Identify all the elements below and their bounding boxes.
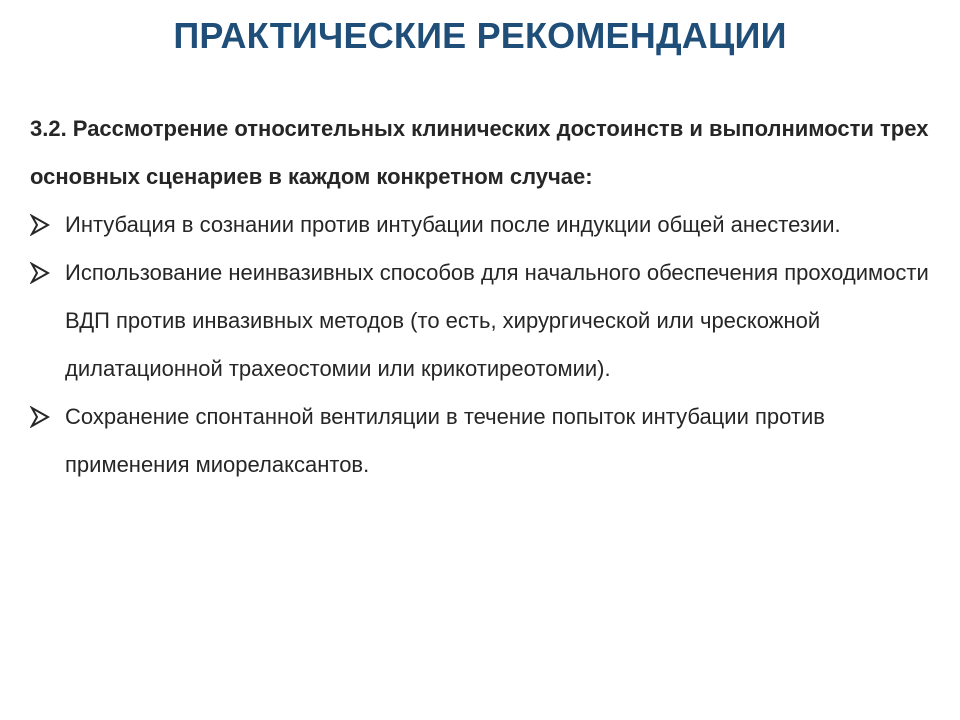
bullet-text: Сохранение спонтанной вентиляции в течение попыток интубации против применения миорелаксантов. [65,404,825,477]
list-item [30,249,940,393]
arrow-bullet-icon [30,262,50,284]
bullet-text: Использование неинвазивных способов для начального обеспечения проходимости ВДП против инвазивных методов (то есть, хирургической или чрескожной дилатационной трахеостомии или крикотиреотомии). [65,260,929,381]
bullet-list [30,201,940,489]
arrow-bullet-icon [30,214,50,236]
section-heading: 3.2. Рассмотрение относительных клинических достоинств и выполнимости трех основных сценариев в каждом конкретном случае: [30,116,929,189]
list-item [30,393,940,489]
bullet-text: Интубация в сознании против интубации после индукции общей анестезии. [65,212,841,237]
list-item [30,201,940,249]
page-title: ПРАКТИЧЕСКИЕ РЕКОМЕНДАЦИИ [173,15,787,56]
arrow-bullet-icon [30,406,50,428]
slide-content [30,105,940,489]
